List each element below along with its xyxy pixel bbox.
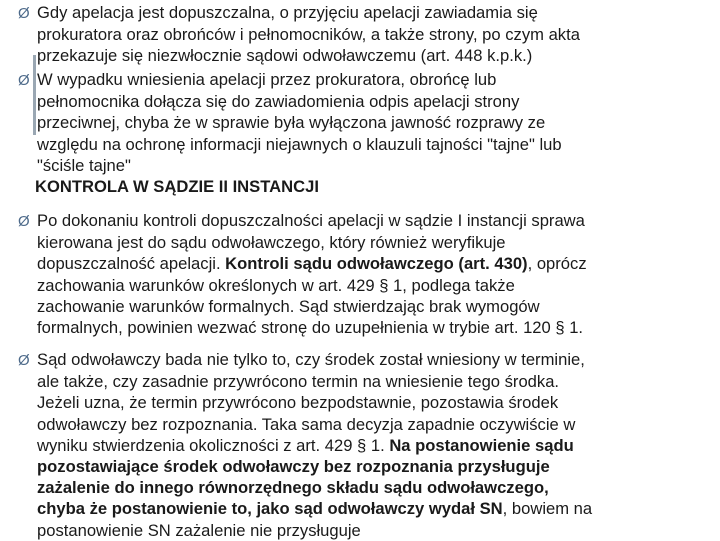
text-line: Jeżeli uzna, że termin przywrócono bezpodstawnie, pozostawia środek — [37, 393, 559, 413]
bold-text-run: chyba że postanowienie to, jako sąd odwoławczy wydał SN — [37, 499, 503, 519]
arrow-bullet-icon: Ø — [18, 352, 30, 369]
arrow-bullet-icon: Ø — [18, 72, 30, 89]
section-heading: KONTROLA W SĄDZIE II INSTANCJI — [35, 177, 319, 196]
text-line: Sąd odwoławczy bada nie tylko to, czy środek został wniesiony w terminie, — [37, 350, 585, 369]
text-run: , bowiem na — [502, 499, 593, 519]
text-line: formalnych, powinien wezwać stronę do uzupełnienia w trybie art. 120 § 1. — [37, 318, 584, 338]
text-line: zachowania warunków określonych w art. 429 § 1, podlega także — [37, 275, 515, 295]
text-line: postanowienie SN zażalenie nie przysługuje — [37, 520, 361, 540]
text-line: zachowanie warunków formalnych. Sąd stwierdzając brak wymogów — [37, 296, 540, 316]
text-line: przekazuje się niezwłocznie sądowi odwoławczemu (art. 448 k.p.k.) — [37, 46, 533, 66]
text-line: Gdy apelacja jest dopuszczalna, o przyjęciu apelacji zawiadamia się — [37, 3, 538, 22]
arrow-bullet-icon: Ø — [18, 5, 30, 22]
text-line: odwoławczy bez rozpoznania. Taka sama decyzja zapadnie oczywiście w — [37, 414, 576, 434]
text-line: Po dokonaniu kontroli dopuszczalności apelacji w sądzie I instancji sprawa — [37, 211, 585, 230]
text-line — [18, 435, 712, 456]
bold-text-run: pozostawiające środek odwoławczy bez rozpoznania przysługuje — [37, 457, 550, 477]
text-line: "ściśle tajne" — [37, 155, 131, 175]
text-line: względu na ochronę informacji niejawnych o klauzuli tajności "tajne" lub — [37, 134, 562, 154]
text-line — [18, 456, 712, 477]
paragraph-appeal-notice — [18, 2, 712, 67]
text-line — [18, 253, 712, 274]
paragraph-prosecutor-appeal — [18, 69, 712, 176]
paragraph-deadline-review — [18, 349, 712, 541]
paragraph-admissibility-control — [18, 210, 712, 338]
bold-text-run: Na postanowienie sądu — [389, 435, 574, 455]
text-line: ale także, czy zasadnie przywrócono termin na wniesienie tego środka. — [37, 372, 560, 392]
text-line: prokuratora oraz obrońców i pełnomocników, a także strony, po czym akta — [37, 25, 580, 45]
text-line — [18, 498, 712, 519]
arrow-bullet-icon: Ø — [18, 213, 30, 230]
text-run: , oprócz — [527, 254, 587, 274]
text-line: przeciwnej, chyba że w sprawie była wyłączona jawność rozprawy ze — [37, 113, 546, 133]
text-line: W wypadku wniesienia apelacji przez prokuratora, obrońcę lub — [37, 70, 497, 89]
bold-text-run: Kontroli sądu odwoławczego (art. 430) — [225, 254, 528, 274]
text-line — [18, 477, 712, 498]
text-run: wyniku stwierdzenia okoliczności z art. 429 § 1. — [37, 435, 390, 455]
bold-text-run: zażalenie do innego równorzędnego składu sądu odwoławczego, — [37, 478, 549, 498]
text-line: kierowana jest do sądu odwoławczego, który również weryfikuje — [37, 233, 506, 253]
text-line: pełnomocnika dołącza się do zawiadomienia odpis apelacji strony — [37, 92, 520, 112]
text-run: dopuszczalność apelacji. — [37, 254, 226, 274]
